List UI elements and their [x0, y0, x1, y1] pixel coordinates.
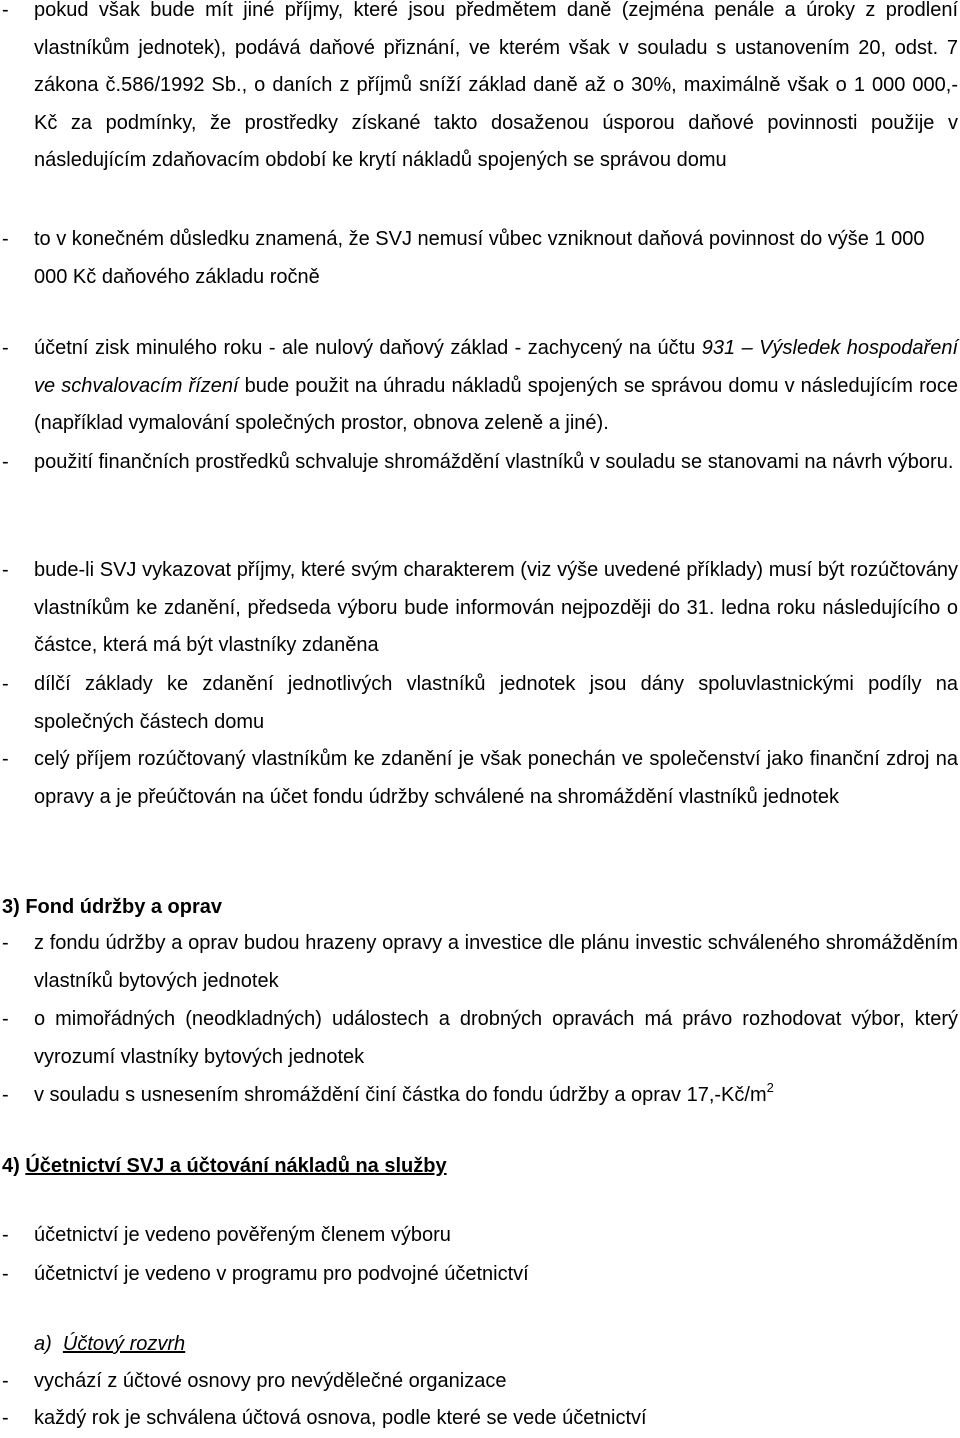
list-item	[0, 1256, 958, 1294]
list-item-text	[34, 1077, 958, 1115]
bullet-dash: -	[2, 1224, 9, 1246]
text-segment: účetní zisk minulého roku - ale nulový daňový základ - zachycený na účtu	[34, 337, 702, 359]
list-item-text: dílčí základy ke zdanění jednotlivých vlastníků jednotek jsou dány spoluvlastnickými podíly na společných částech domu	[34, 673, 958, 733]
list-item	[0, 1217, 958, 1255]
list-item-text: každý rok je schválena účtová osnova, podle které se vede účetnictví	[34, 1407, 647, 1429]
bullet-dash: -	[2, 559, 9, 581]
bullet-dash: -	[2, 1084, 9, 1106]
list-item	[0, 666, 958, 741]
list-item-text: pokud však bude mít jiné příjmy, které jsou předmětem daně (zejména penále a úroky z prodlení vlastníkům jednotek), podává daňové přiznání, ve kterém však v souladu s ustanovením 20, odst. 7 zákona č.586/1992 Sb., o daních z příjmů sníží základ daně až o 30%, maximálně však o 1 000 000,- Kč za podmínky, že prostředky získané takto dosaženou úsporou daňové povinnosti použije v následujícím zdaňovacím období ke krytí nákladů spojených se správou domu	[34, 0, 958, 171]
subsection-title: Účtový rozvrh	[62, 1333, 186, 1355]
list-item	[0, 330, 958, 443]
list-item-text: celý příjem rozúčtovaný vlastníkům ke zdanění je však ponechán ve společenství jako finanční zdroj na opravy a je přeúčtován na účet fondu údržby schválené na shromáždění vlastníků jednotek	[34, 748, 958, 808]
account-name-italic: 931 – Výsledek hospodaření ve schvalovacím řízení	[34, 337, 958, 397]
bullet-dash: -	[2, 932, 9, 954]
superscript: 2	[766, 1080, 774, 1095]
list-item	[0, 444, 958, 482]
bullet-dash: -	[2, 1263, 9, 1285]
list-item	[0, 552, 958, 665]
list-item-text: použití finančních prostředků schvaluje shromáždění vlastníků v souladu se stanovami na návrh výboru.	[34, 451, 954, 473]
list-item	[0, 221, 958, 296]
subsection-heading	[34, 1329, 185, 1359]
list-item-text: z fondu údržby a oprav budou hrazeny opravy a investice dle plánu investic schváleného shromážděním vlastníků bytových jednotek	[34, 932, 958, 992]
list-item	[0, 741, 958, 816]
bullet-dash: -	[2, 337, 9, 359]
list-item	[0, 0, 958, 180]
bullet-dash: -	[2, 748, 9, 770]
list-item	[0, 1400, 958, 1438]
list-item	[0, 1077, 958, 1115]
subsection-label: a)	[34, 1333, 52, 1355]
text-segment: bude použit na úhradu nákladů spojených se správou domu v následujícím roce (například vymalování společných prostor, obnova zeleně a jiné).	[34, 374, 958, 434]
list-item	[0, 925, 958, 1000]
section-title: Účetnictví SVJ a účtování nákladů na služby	[25, 1155, 447, 1177]
list-item-text: vychází z účtové osnovy pro nevýdělečné organizace	[34, 1370, 507, 1392]
list-item	[0, 1363, 958, 1401]
bullet-dash: -	[2, 228, 9, 250]
text-segment: v souladu s usnesením shromáždění činí částka do fondu údržby a oprav 17,-Kč/m	[34, 1084, 767, 1106]
list-item-text: bude-li SVJ vykazovat příjmy, které svým charakterem (viz výše uvedené příklady) musí být rozúčtovány vlastníkům ke zdanění, předseda výboru bude informován nejpozději do 31. ledna roku následujícího o částce, která má být vlastníky zdaněna	[34, 559, 958, 656]
list-item-text: účetnictví je vedeno v programu pro podvojné účetnictví	[34, 1263, 529, 1285]
bullet-dash: -	[2, 1370, 9, 1392]
bullet-dash: -	[2, 0, 9, 21]
section-heading: 3) Fond údržby a oprav	[2, 896, 223, 918]
list-item-text: o mimořádných (neodkladných) událostech a drobných opravách má právo rozhodovat výbor, který vyrozumí vlastníky bytových jednotek	[34, 1008, 958, 1068]
list-item-text: to v konečném důsledku znamená, že SVJ nemusí vůbec vzniknout daňová povinnost do výše 1 000 000 Kč daňového základu ročně	[34, 228, 925, 288]
section-heading	[2, 1151, 447, 1181]
list-item-text	[34, 330, 958, 443]
section-number: 4)	[2, 1155, 20, 1177]
bullet-dash: -	[2, 673, 9, 695]
bullet-dash: -	[2, 1008, 9, 1030]
bullet-dash: -	[2, 1407, 9, 1429]
list-item	[0, 1001, 958, 1076]
bullet-dash: -	[2, 451, 9, 473]
list-item-text: účetnictví je vedeno pověřeným členem výboru	[34, 1224, 451, 1246]
